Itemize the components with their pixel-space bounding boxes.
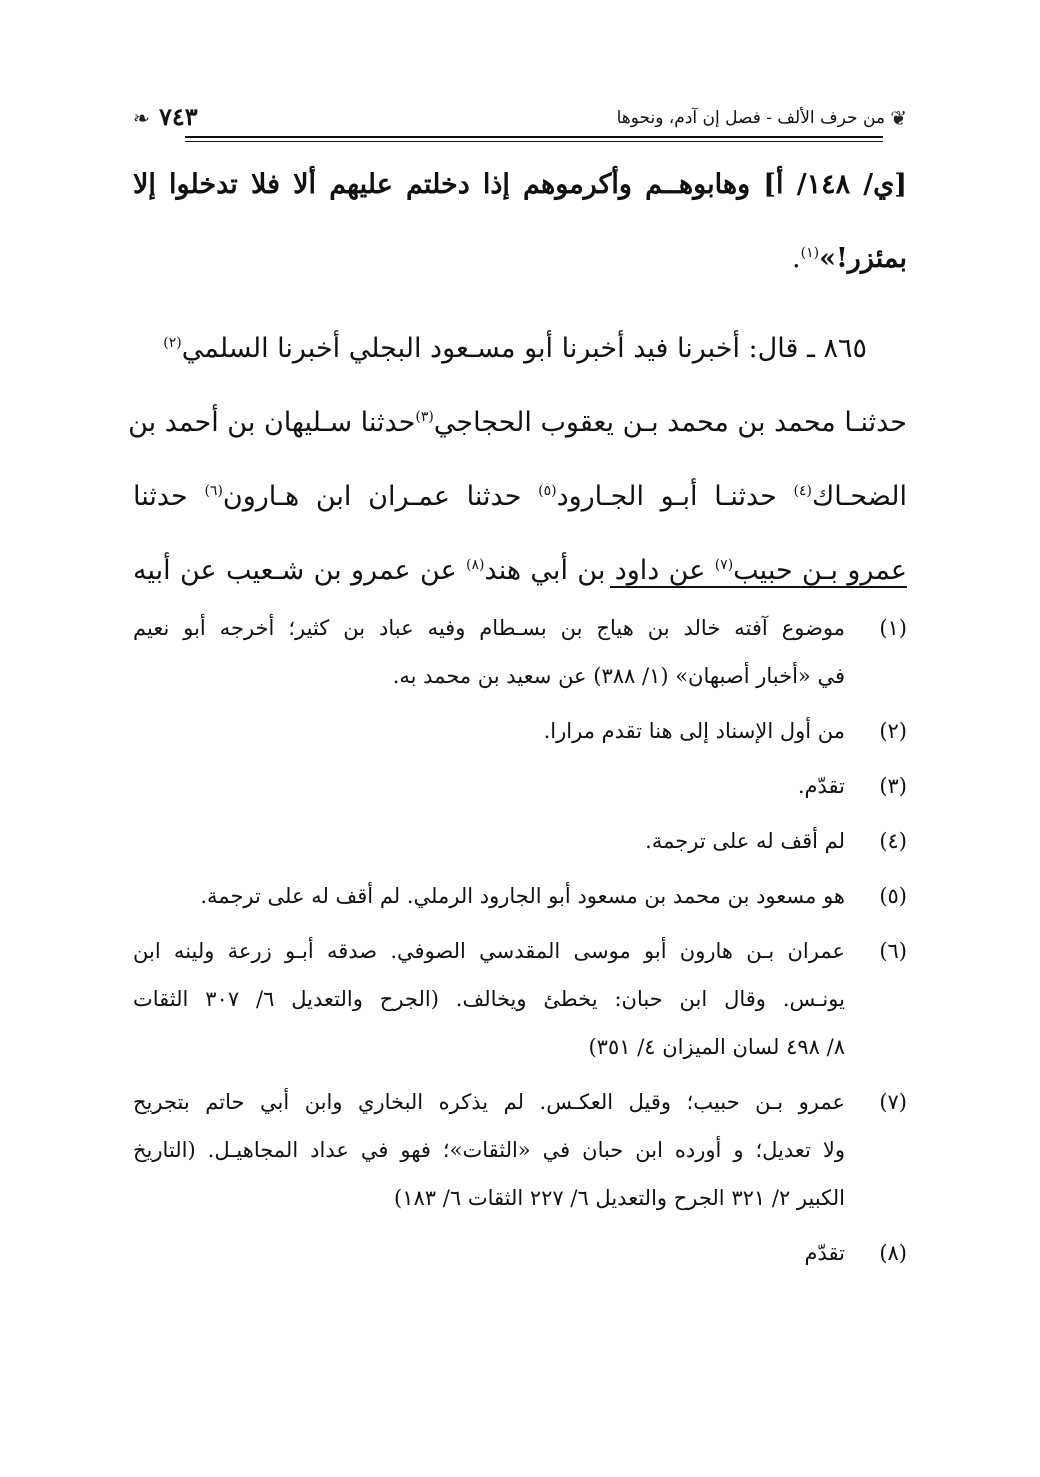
footnote-line: الكبير ٢/ ٣٢١ الجرح والتعديل ٦/ ٢٢٧ الثقات ٦/ ١٨٣) (394, 1186, 845, 1210)
footnote-number: (٧) (879, 1090, 907, 1114)
footnote-number: (٣) (879, 774, 907, 798)
footnote-8 (133, 1229, 907, 1277)
footnote-number: (٤) (879, 829, 907, 853)
footnote-line: ٨/ ٤٩٨ لسان الميزان ٤/ ٣٥١) (588, 1035, 845, 1059)
footnote-number: (١) (879, 616, 907, 640)
header-rule-thin (185, 141, 883, 142)
footnote-line: تقدّم (804, 1241, 845, 1265)
footnote-line: من أول الإسناد إلى هنا تقدم مرارا. (543, 719, 845, 743)
footnote-2 (133, 707, 907, 755)
footnote-3 (133, 762, 907, 810)
footnote-number: (٦) (879, 939, 907, 963)
text-line: حدثنـا محمد بن محمد بـن يعقوب الحجاجي$^{(٣)}$حدثنا سـليهان بن أحمد بن (128, 407, 907, 438)
footnote-line: يونـس. وقال ابن حبان: يخطئ ويخالف. (الجرح والتعديل ٦/ ٣٠٧ الثقات (133, 987, 845, 1011)
footnote-number: (٥) (879, 884, 907, 908)
text-line: بمئزر!»$^{(١)}$. (792, 243, 907, 274)
running-header (133, 96, 907, 140)
footnote-ref: (٣) (415, 409, 434, 425)
footnote-separator (610, 586, 907, 588)
footnote-line: هو مسعود بن محمد بن مسعود أبو الجارود الرملي. لم أقف له على ترجمة. (200, 884, 845, 908)
page-number: ٧٤٣ (159, 102, 198, 131)
footnote-1 (133, 604, 907, 700)
footnote-7 (133, 1078, 907, 1222)
footnote-line: عمران بـن هارون أبو موسى المقدسي الصوفي. صدقه أبـو زرعة ولينه ابن (133, 939, 845, 963)
text-line: الضحـاك$^{(٤)}$ حدثنـا أبـو الجـارود$^{(٥)}$ حدثنا عمـران ابن هـارون$^{(٦)}$ حدثنا (133, 481, 907, 512)
footnote-ref: (٤) (793, 483, 813, 499)
footnote-ref: (٢) (163, 335, 182, 351)
footnote-number: (٢) (879, 719, 907, 743)
text-line: عمرو بـن حبيب$^{(٧)}$ عن داود بن أبي هند$^{(٨)}$ عن عمرو بن شـعيب عن أبيه (133, 555, 908, 586)
text-line: [ي/ ١٤٨/ أ] وهابوهــم وأكرموهم إذا دخلتم عليهم ألا فلا تدخلوا إلا (133, 169, 908, 200)
footnote-ref: (٨) (466, 557, 485, 573)
footnote-ref: (٥) (538, 483, 557, 499)
footnote-line: موضوع آفته خالد بن هياج بن بسـطام وفيه عباد بن كثير؛ أخرجه أبو نعيم (133, 616, 845, 640)
main-text (128, 148, 908, 608)
footnote-ref: (١) (800, 245, 820, 261)
footnotes (133, 604, 907, 1284)
text-line: ٨٦٥ ـ قال: أخبرنا فيد أخبرنا أبو مسـعود البجلي أخبرنا السلمي$^{(٢)}$ (163, 333, 867, 364)
header-rule (185, 136, 883, 138)
footnote-line: ولا تعديل؛ و أورده ابن حبان في «الثقات»؛ فهو في عداد المجاهيـل. (التاريخ (133, 1138, 845, 1162)
footnote-4 (133, 817, 907, 865)
footnote-line: تقدّم. (797, 774, 845, 798)
footnote-ref: (٦) (204, 483, 223, 499)
footnote-line: عمرو بـن حبيب؛ وقيل العكـس. لم يذكره البخاري وابن أبي حاتم بتجريح (133, 1090, 845, 1114)
footnote-5 (133, 872, 907, 920)
footnote-6 (133, 927, 907, 1071)
running-title: من حرف الألف - فصل إن آدم، ونحوها (616, 108, 885, 128)
footnote-number: (٨) (879, 1241, 907, 1265)
ornament-right-icon: ❦ (890, 106, 907, 130)
footnote-line: لم أقف له على ترجمة. (645, 829, 845, 853)
ornament-left-icon: ❧ (133, 106, 150, 130)
footnote-line: في «أخبار أصبهان» (١/ ٣٨٨) عن سعيد بن محمد به. (392, 664, 845, 688)
footnote-ref: (٧) (714, 557, 734, 573)
